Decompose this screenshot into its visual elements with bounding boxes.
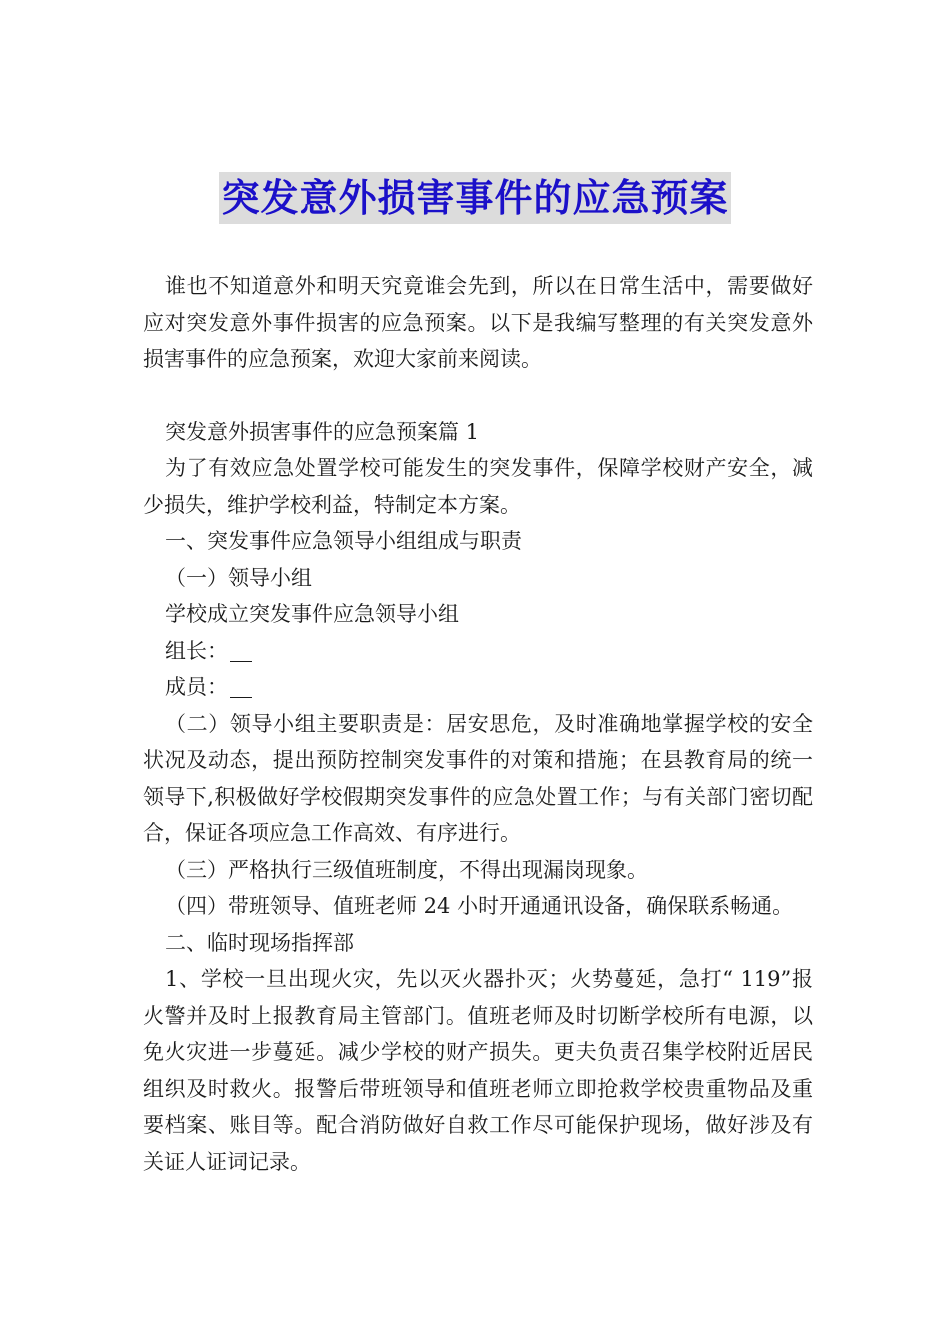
document-title: 突发意外损害事件的应急预案 bbox=[219, 172, 730, 224]
leader-line bbox=[143, 633, 813, 670]
setup-paragraph: 学校成立突发事件应急领导小组 bbox=[165, 602, 459, 626]
member-label: 成员： bbox=[165, 675, 228, 699]
subheading-leadership: （一）领导小组 bbox=[165, 565, 312, 590]
heading-command-post: 二、临时现场指挥部 bbox=[165, 930, 354, 955]
document-body bbox=[143, 268, 813, 1180]
fire-response-paragraph: 1、学校一旦出现火灾，先以灭火器扑灭；火势蔓延，急打“ 119”报火警并及时上报教育局主管部门。值班老师及时切断学校所有电源，以免火灾进一步蔓延。减少学校的财产损失。更夫负责召集学校附近居民组织及时救火。报警后带班领导和值班老师立即抢救学校贵重物品及重要档案、账目等。配合消防做好自救工作尽可能保护现场，做好涉及有关证人证词记录。 bbox=[143, 967, 813, 1174]
intro-paragraph: 谁也不知道意外和明天究竟谁会先到，所以在日常生活中，需要做好应对突发意外事件损害的应急预案。以下是我编写整理的有关突发意外损害事件的应急预案，欢迎大家前来阅读。 bbox=[143, 274, 813, 371]
leader-label: 组长： bbox=[165, 638, 228, 663]
leader-blank bbox=[230, 639, 252, 662]
paragraph-gap bbox=[143, 378, 813, 414]
title-container bbox=[0, 172, 950, 224]
purpose-paragraph: 为了有效应急处置学校可能发生的突发事件，保障学校财产安全，减少损失，维护学校利益，特制定本方案。 bbox=[143, 456, 813, 517]
member-line bbox=[143, 669, 813, 706]
member-blank bbox=[230, 675, 252, 698]
section-title: 突发意外损害事件的应急预案篇 1 bbox=[165, 419, 480, 444]
duty-paragraph-2: （二）领导小组主要职责是：居安思危，及时准确地掌握学校的安全状况及动态，提出预防控制突发事件的对策和措施；在县教育局的统一领导下,积极做好学校假期突发事件的应急处置工作；与有关部门密切配合，保证各项应急工作高效、有序进行。 bbox=[143, 711, 813, 845]
duty-paragraph-3: （三）严格执行三级值班制度，不得出现漏岗现象。 bbox=[165, 857, 648, 882]
duty-paragraph-4: （四）带班领导、值班老师 24 小时开通通讯设备，确保联系畅通。 bbox=[165, 894, 794, 918]
heading-leadership-group: 一、突发事件应急领导小组组成与职责 bbox=[165, 529, 522, 553]
